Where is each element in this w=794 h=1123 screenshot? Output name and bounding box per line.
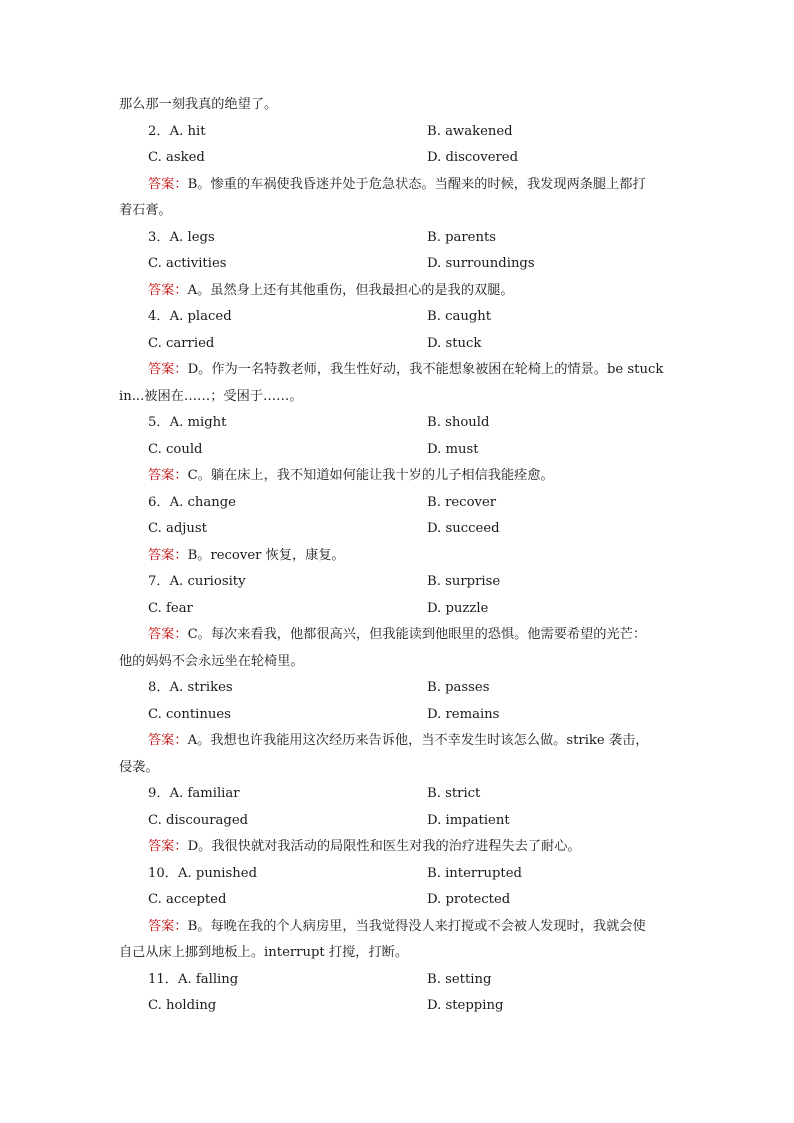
question-11-row-ab bbox=[119, 967, 679, 994]
question-2-row-cd bbox=[119, 145, 679, 172]
answer-text: C。躺在床上，我不知道如何能让我十岁的儿子相信我能痊愈。 bbox=[187, 468, 554, 483]
answer-4-cont: in...被困在……；受困于……。 bbox=[119, 388, 303, 404]
option-c: C. carried bbox=[148, 335, 215, 351]
question-number: 6． bbox=[148, 494, 170, 510]
question-number: 2． bbox=[148, 123, 170, 139]
answer-8 bbox=[119, 728, 679, 755]
option-d: D. impatient bbox=[427, 812, 510, 828]
question-11-row-cd bbox=[119, 993, 679, 1020]
answer-label: 答案： bbox=[148, 362, 188, 377]
question-number: 10． bbox=[148, 865, 178, 881]
answer-6 bbox=[119, 543, 679, 570]
option-d: D. protected bbox=[427, 892, 511, 907]
answer-text: D。我很快就对我活动的局限性和医生对我的治疗进程失去了耐心。 bbox=[187, 839, 581, 854]
answer-label: 答案： bbox=[148, 733, 188, 748]
option-b: B. passes bbox=[427, 680, 490, 695]
question-7-row-cd bbox=[119, 596, 679, 623]
option-c: C. asked bbox=[148, 150, 205, 165]
option-a: A. strikes bbox=[169, 680, 233, 695]
option-b: B. recover bbox=[427, 494, 497, 510]
question-4-row-ab bbox=[119, 304, 679, 331]
answer-2-cont: 着石膏。 bbox=[119, 203, 172, 218]
question-2-row-ab bbox=[119, 119, 679, 146]
intro-text: 那么那一刻我真的绝望了。 bbox=[119, 97, 278, 112]
option-a: A. curiosity bbox=[169, 574, 246, 589]
answer-text: B。每晚在我的个人病房里，当我觉得没人来打搅或不会被人发现时，我就会使 bbox=[187, 918, 646, 934]
answer-7 bbox=[119, 622, 679, 649]
question-10-row-ab bbox=[119, 861, 679, 888]
question-5-row-ab bbox=[119, 410, 679, 437]
option-b: B. interrupted bbox=[427, 865, 522, 881]
option-d: D. must bbox=[427, 441, 479, 457]
option-d: D. stepping bbox=[427, 998, 504, 1013]
answer-text: A。虽然身上还有其他重伤，但我最担心的是我的双腿。 bbox=[187, 282, 514, 298]
answer-label: 答案： bbox=[148, 839, 188, 854]
answer-9 bbox=[119, 834, 679, 861]
option-b: B. should bbox=[427, 415, 490, 430]
option-a: A. placed bbox=[169, 309, 232, 324]
answer-2 bbox=[119, 172, 679, 199]
question-4-row-cd bbox=[119, 331, 679, 358]
answer-10-cont: 自己从床上挪到地板上。interrupt 打搅，打断。 bbox=[119, 945, 409, 960]
option-b: B. surprise bbox=[427, 574, 501, 589]
option-d: D. stuck bbox=[427, 335, 482, 351]
option-d: D. discovered bbox=[427, 150, 519, 165]
option-a: A. change bbox=[169, 494, 236, 510]
option-b: B. awakened bbox=[427, 123, 513, 139]
option-c: C. accepted bbox=[148, 892, 227, 907]
answer-5 bbox=[119, 463, 679, 490]
question-7-row-ab bbox=[119, 569, 679, 596]
option-b: B. strict bbox=[427, 786, 481, 801]
question-number: 7． bbox=[148, 574, 170, 589]
answer-text: B。惨重的车祸使我昏迷并处于危急状态。当醒来的时候，我发现两条腿上都打 bbox=[187, 176, 646, 192]
question-number: 5． bbox=[148, 415, 170, 430]
option-a: A. legs bbox=[169, 229, 215, 245]
question-number: 8． bbox=[148, 680, 170, 695]
document-content bbox=[119, 92, 679, 1020]
option-a: A. falling bbox=[177, 971, 239, 987]
question-6-row-ab bbox=[119, 490, 679, 517]
option-a: A. punished bbox=[177, 865, 258, 881]
question-number: 9． bbox=[148, 786, 170, 801]
answer-4 bbox=[119, 357, 679, 384]
answer-label: 答案： bbox=[148, 282, 188, 298]
answer-8-cont: 侵袭。 bbox=[119, 759, 159, 775]
answer-7-cont: 他的妈妈不会永远坐在轮椅里。 bbox=[119, 653, 304, 669]
answer-label: 答案： bbox=[148, 918, 188, 934]
question-number: 11． bbox=[148, 971, 178, 987]
answer-text: D。作为一名特教老师，我生性好动，我不能想象被困在轮椅上的情景。be stuck bbox=[187, 362, 664, 377]
option-d: D. succeed bbox=[427, 521, 500, 536]
answer-label: 答案： bbox=[148, 468, 188, 483]
option-a: A. familiar bbox=[169, 786, 240, 801]
answer-text: A。我想也许我能用这次经历来告诉他，当不幸发生时该怎么做。strike 袭击， bbox=[187, 733, 649, 748]
answer-text: C。每次来看我，他都很高兴，但我能读到他眼里的恐惧。他需要希望的光芒： bbox=[187, 627, 647, 642]
option-a: A. might bbox=[169, 415, 227, 430]
question-8-row-cd bbox=[119, 702, 679, 729]
question-9-row-cd bbox=[119, 808, 679, 835]
option-b: B. caught bbox=[427, 309, 492, 324]
question-number: 3． bbox=[148, 229, 170, 245]
question-8-row-ab bbox=[119, 675, 679, 702]
question-9-row-ab bbox=[119, 781, 679, 808]
option-c: C. holding bbox=[148, 998, 217, 1013]
option-a: A. hit bbox=[169, 123, 206, 139]
option-c: C. could bbox=[148, 441, 203, 457]
option-d: D. remains bbox=[427, 706, 500, 722]
question-10-row-cd bbox=[119, 887, 679, 914]
question-5-row-cd bbox=[119, 437, 679, 464]
question-number: 4． bbox=[148, 309, 170, 324]
option-b: B. parents bbox=[427, 229, 497, 245]
option-b: B. setting bbox=[427, 971, 492, 987]
option-d: D. surroundings bbox=[427, 256, 535, 271]
question-3-row-cd bbox=[119, 251, 679, 278]
answer-label: 答案： bbox=[148, 547, 188, 563]
question-6-row-cd bbox=[119, 516, 679, 543]
question-3-row-ab bbox=[119, 225, 679, 252]
option-d: D. puzzle bbox=[427, 600, 489, 616]
answer-label: 答案： bbox=[148, 627, 188, 642]
option-c: C. adjust bbox=[148, 521, 207, 536]
option-c: C. continues bbox=[148, 706, 231, 722]
answer-10 bbox=[119, 914, 679, 941]
option-c: C. activities bbox=[148, 256, 227, 271]
answer-label: 答案： bbox=[148, 176, 188, 192]
option-c: C. discouraged bbox=[148, 812, 249, 828]
answer-3 bbox=[119, 278, 679, 305]
option-c: C. fear bbox=[148, 600, 193, 616]
answer-text: B。recover 恢复，康复。 bbox=[187, 547, 345, 563]
